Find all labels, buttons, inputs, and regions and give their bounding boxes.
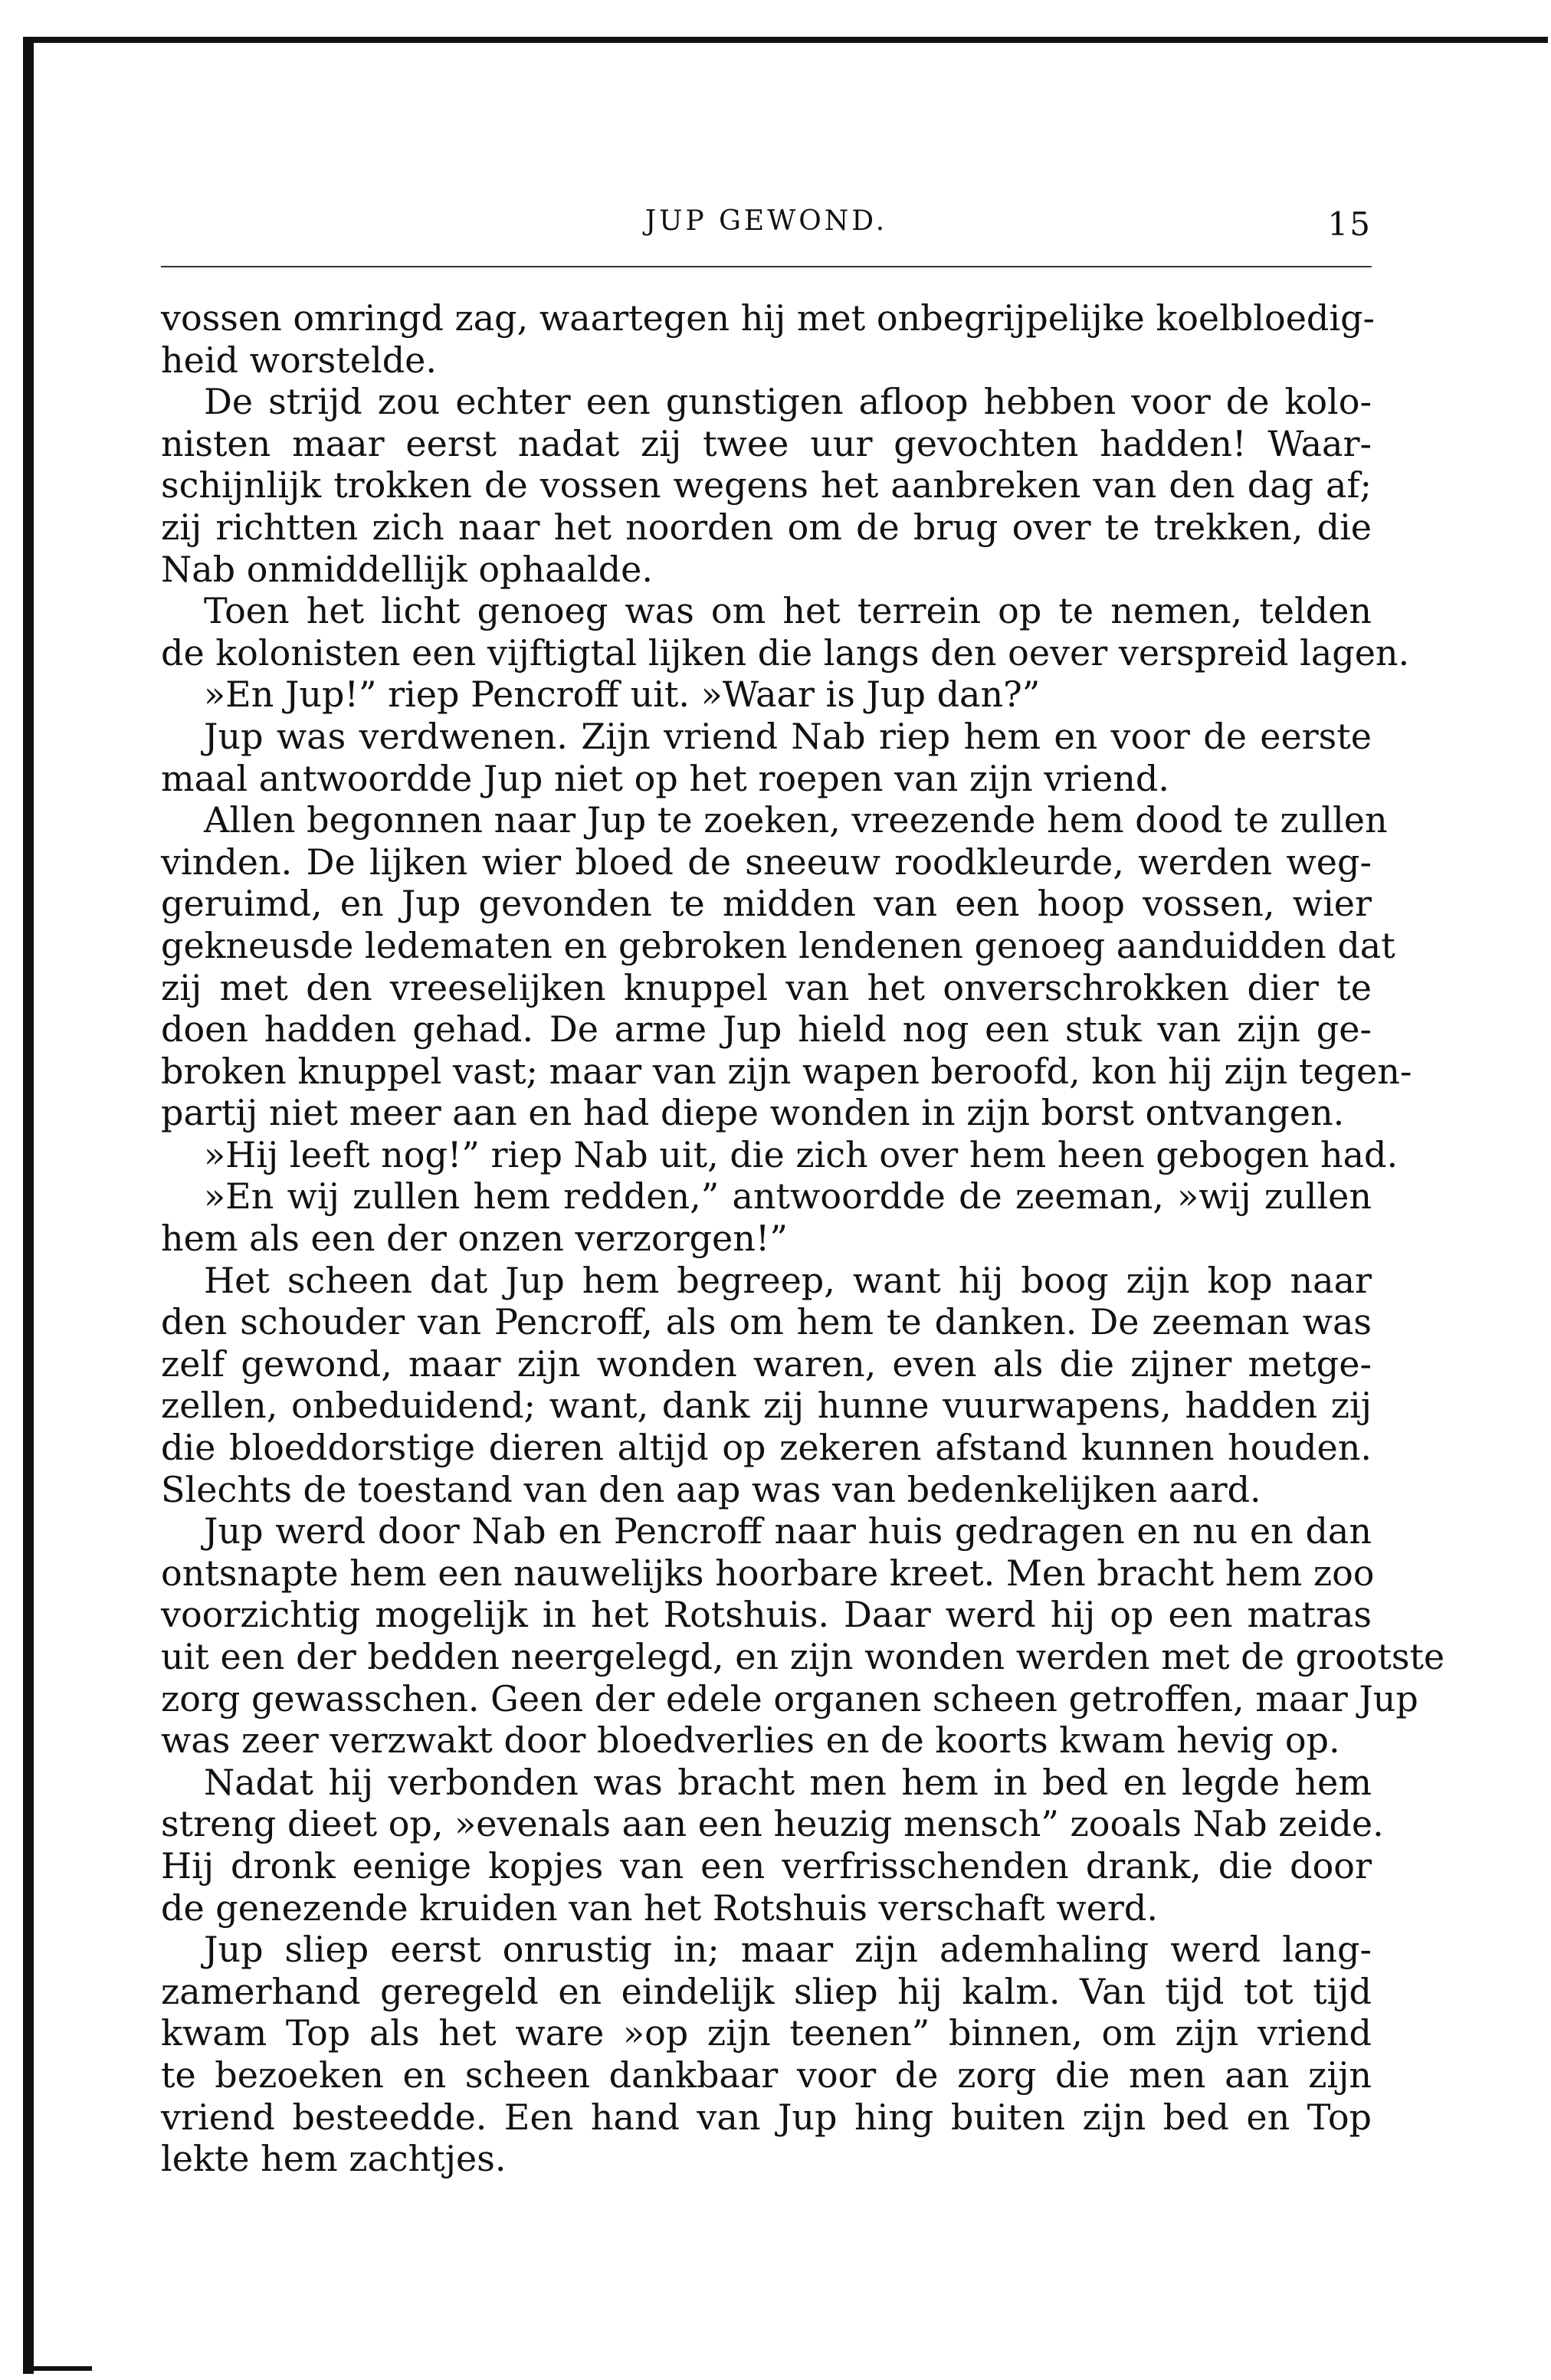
text-line: Jup was verdwenen. Zijn vriend Nab riep hem en voor de eerste (204, 715, 1372, 757)
text-line: doen hadden gehad. De arme Jup hield nog een stuk van zijn ge- (161, 1008, 1372, 1051)
running-title: JUP GEWOND. (644, 205, 888, 237)
header-rule (161, 266, 1372, 267)
text-line: Jup sliep eerst onrustig in; maar zijn ademhaling werd lang- (204, 1929, 1372, 1971)
text-line: heid worstelde. (161, 339, 438, 381)
text-line: broken knuppel vast; maar van zijn wapen beroofd, kon hij zijn tegen- (161, 1050, 1412, 1092)
text-line: »En wij zullen hem redden,” antwoordde de zeeman, »wij zullen (204, 1175, 1372, 1218)
body-text (161, 297, 1445, 2180)
text-line: De strijd zou echter een gunstigen afloop hebben voor de kolo- (204, 381, 1372, 423)
text-line: streng dieet op, »evenals aan een heuzig mensch” zooals Nab zeide. (161, 1803, 1384, 1845)
text-line: Nadat hij verbonden was bracht men hem in bed en legde hem (204, 1761, 1372, 1803)
text-line: voorzichtig mogelijk in het Rotshuis. Daar werd hij op een matras (161, 1594, 1372, 1636)
text-line: Het scheen dat Jup hem begreep, want hij boog zijn kop naar (204, 1259, 1372, 1301)
text-line: ontsnapte hem een nauwelijks hoorbare kreet. Men bracht hem zoo (161, 1552, 1375, 1594)
running-head (161, 205, 1372, 251)
text-line: »Hij leeft nog!” riep Nab uit, die zich over hem heen gebogen had. (204, 1133, 1399, 1175)
text-line: zij met den vreeselijken knuppel van het onverschrokken dier te (161, 966, 1372, 1008)
text-line: schijnlijk trokken de vossen wegens het aanbreken van den dag af; (161, 464, 1372, 506)
text-line: de genezende kruiden van het Rotshuis verschaft werd. (161, 1887, 1158, 1929)
text-line: zelf gewond, maar zijn wonden waren, even als die zijner metge- (161, 1342, 1372, 1385)
text-line: te bezoeken en scheen dankbaar voor de zorg die men aan zijn (161, 2054, 1372, 2096)
text-line: zorg gewasschen. Geen der edele organen scheen getroffen, maar Jup (161, 1677, 1418, 1719)
text-line: vossen omringd zag, waartegen hij met onbegrijpelijke koelbloedig- (161, 297, 1376, 339)
text-line: hem als een der onzen verzorgen!” (161, 1218, 788, 1260)
text-line: gekneusde ledematen en gebroken lendenen genoeg aanduidden dat (161, 924, 1395, 966)
text-line: Allen begonnen naar Jup te zoeken, vreezende hem dood te zullen (204, 799, 1388, 841)
text-line: maal antwoordde Jup niet op het roepen van zijn vriend. (161, 757, 1169, 799)
text-line: die bloeddorstige dieren altijd op zekeren afstand kunnen houden. (161, 1427, 1372, 1469)
text-line: zij richtten zich naar het noorden om de brug over te trekken, die (161, 506, 1372, 548)
text-line: Nab onmiddellijk ophaalde. (161, 548, 654, 590)
text-line: Toen het licht genoeg was om het terrein op te nemen, telden (204, 590, 1372, 632)
text-line: uit een der bedden neergelegd, en zijn wonden werden met de grootste (161, 1636, 1445, 1677)
text-line: zellen, onbeduidend; want, dank zij hunne vuurwapens, hadden zij (161, 1385, 1372, 1427)
text-line: Hij dronk eenige kopjes van een verfrisschenden drank, die door (161, 1844, 1372, 1887)
text-line: nisten maar eerst nadat zij twee uur gevochten hadden! Waar- (161, 422, 1372, 464)
text-line: vinden. De lijken wier bloed de sneeuw roodkleurde, werden weg- (161, 841, 1372, 883)
text-line: vriend besteedde. Een hand van Jup hing buiten zijn bed en Top (161, 2096, 1372, 2138)
text-line: den schouder van Pencroff, als om hem te danken. De zeeman was (161, 1301, 1372, 1343)
scan-edge-top (23, 37, 1548, 43)
text-line: Slechts de toestand van den aap was van bedenkelijken aard. (161, 1468, 1261, 1510)
scan-edge-left (23, 37, 34, 2374)
text-line: kwam Top als het ware »op zijn teenen” binnen, om zijn vriend (161, 2012, 1372, 2054)
scan-edge-bottom (23, 2366, 92, 2371)
page-number: 15 (1327, 205, 1372, 243)
text-line: zamerhand geregeld en eindelijk sliep hij kalm. Van tijd tot tijd (161, 1970, 1372, 2012)
text-line: lekte hem zachtjes. (161, 2138, 507, 2180)
text-line: de kolonisten een vijftigtal lijken die langs den oever verspreid lagen. (161, 631, 1410, 674)
text-line: »En Jup!” riep Pencroff uit. »Waar is Jup dan?” (204, 674, 1041, 716)
text-line: geruimd, en Jup gevonden te midden van een hoop vossen, wier (161, 883, 1372, 925)
text-line: was zeer verzwakt door bloedverlies en de koorts kwam hevig op. (161, 1719, 1340, 1762)
text-line: Jup werd door Nab en Pencroff naar huis gedragen en nu en dan (204, 1510, 1372, 1552)
text-line: partij niet meer aan en had diepe wonden in zijn borst ontvangen. (161, 1092, 1345, 1134)
